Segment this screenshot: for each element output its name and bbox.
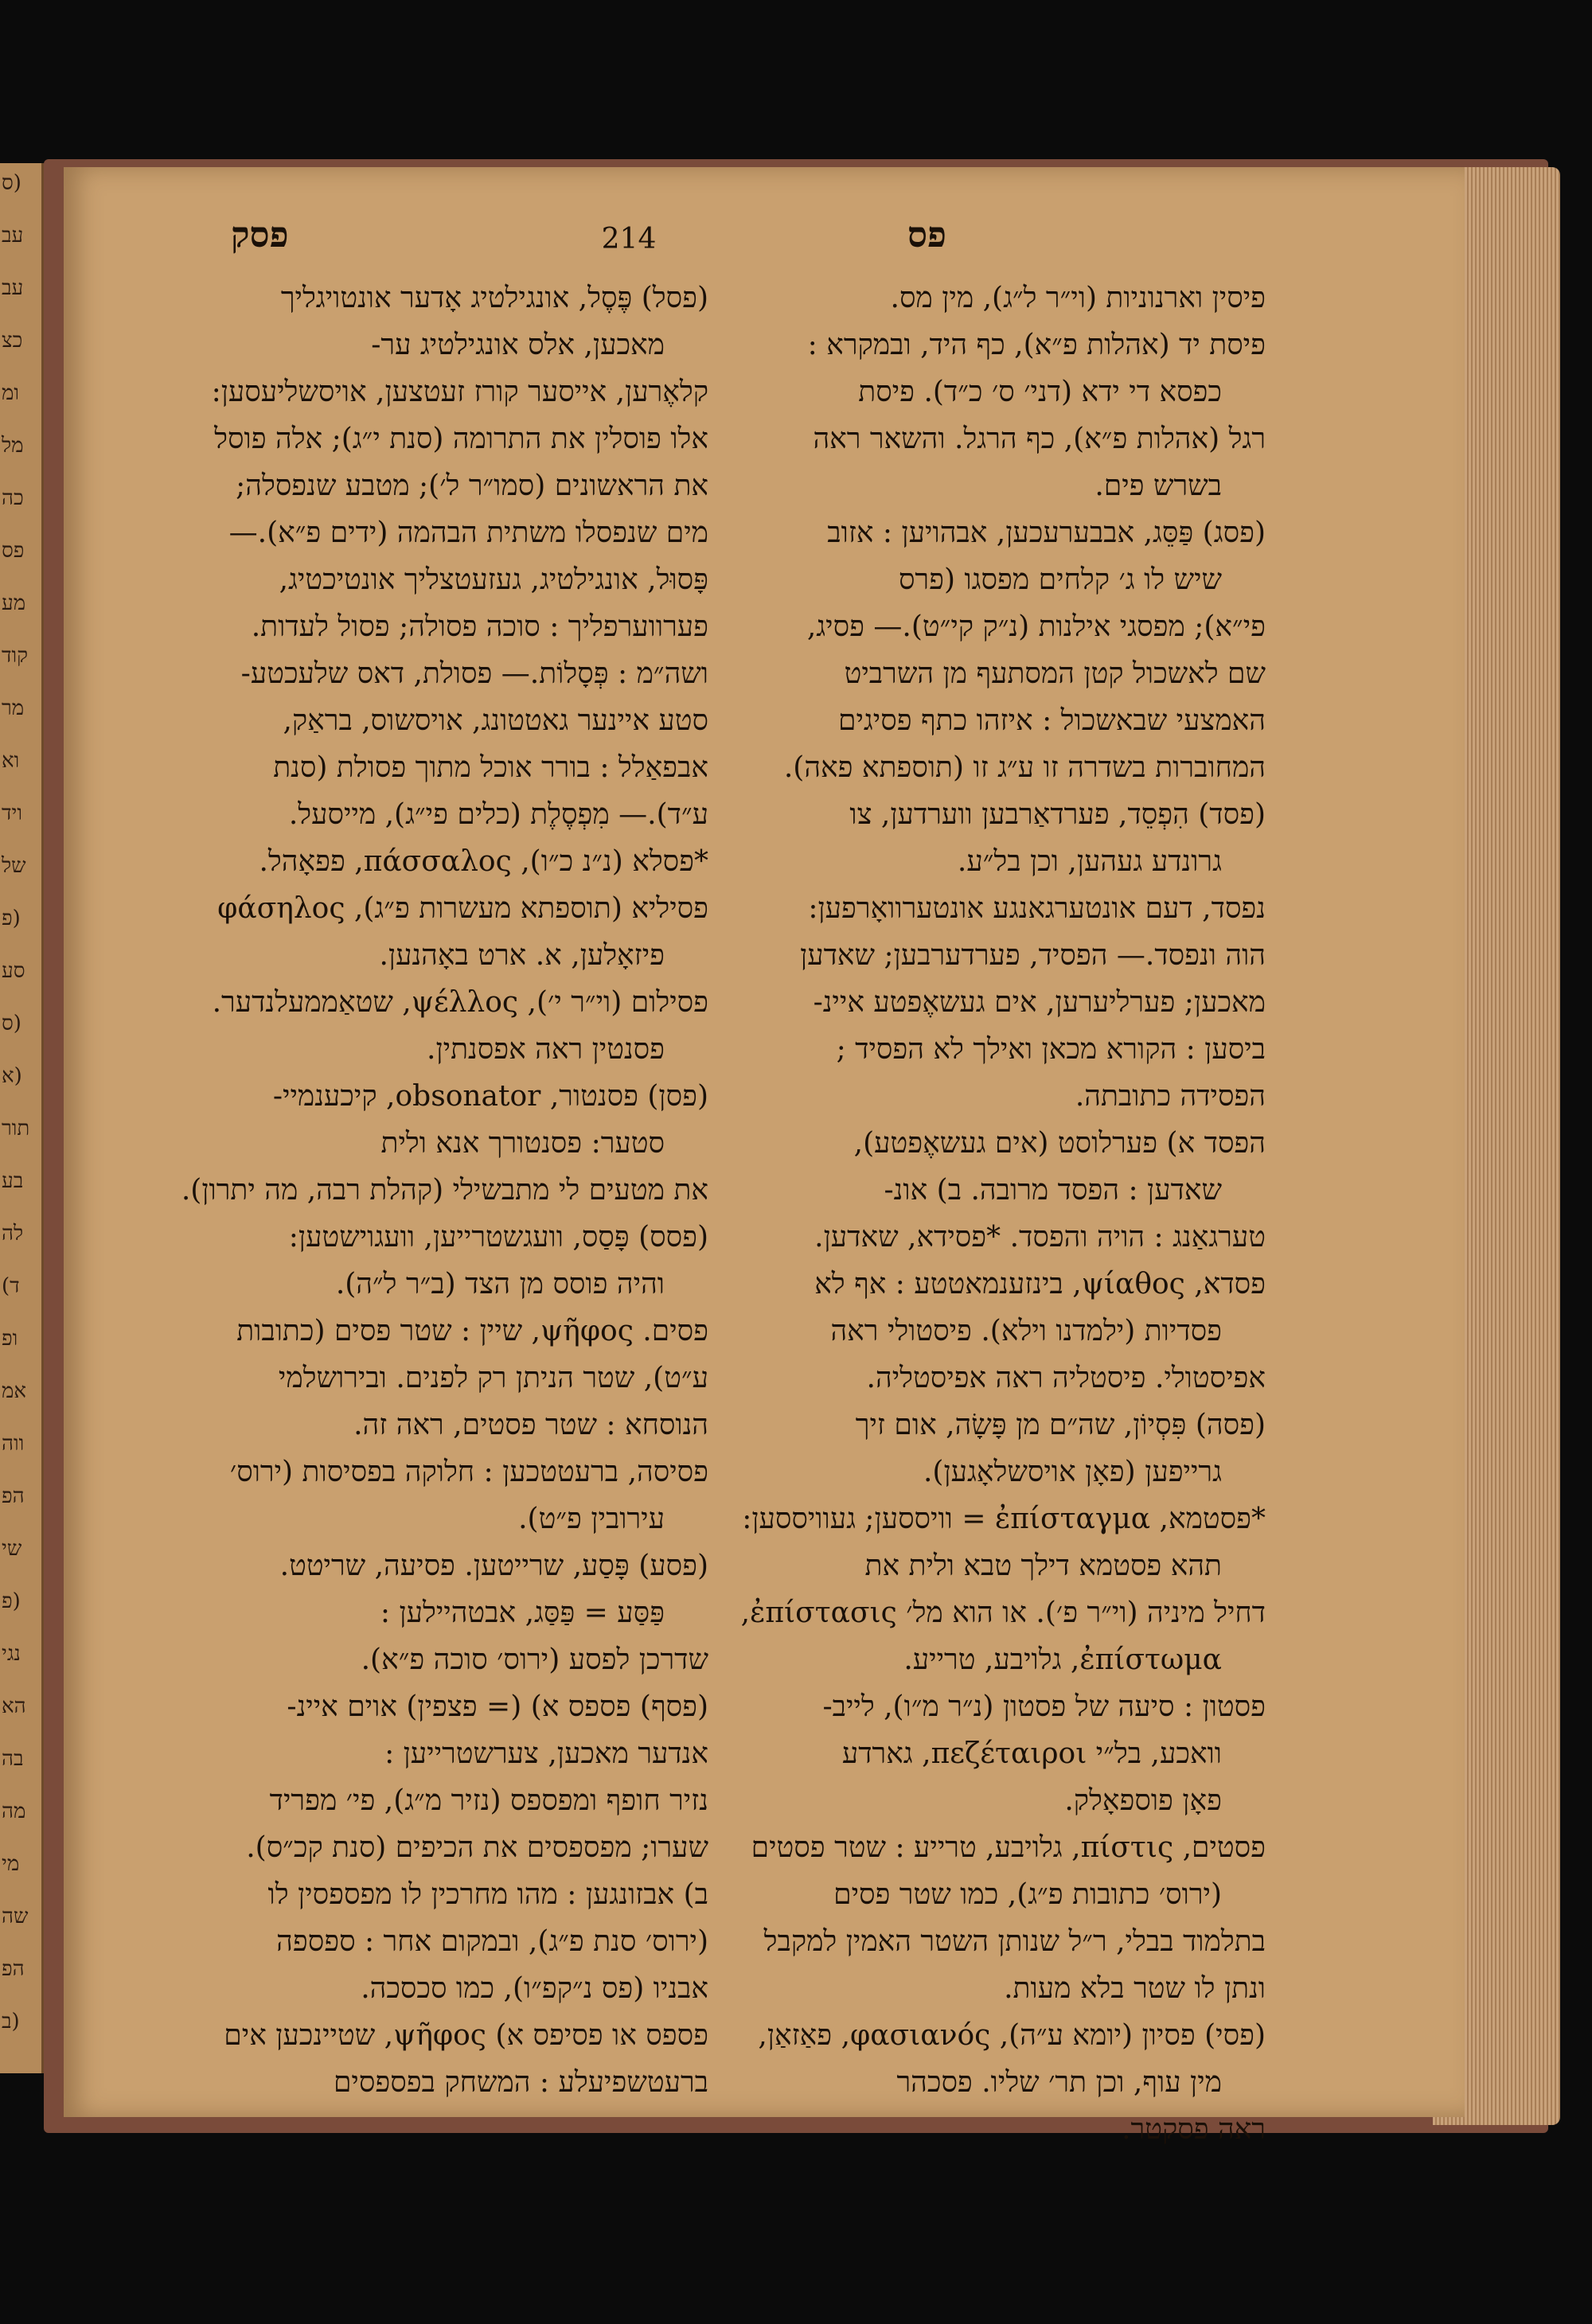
text-line: (פסל) פֶּסֶל, אונגילטיג אָדער אונטויגליך — [280, 282, 708, 314]
text-line: ב) אבזונגען : מהו מחרכין לו מפספסין לו — [267, 1878, 708, 1911]
text-line: ראה פסקטר. — [1122, 2113, 1266, 2146]
text-line: אבפאַלל : בורר אוכל מתוך פסולת (סנת — [273, 751, 708, 784]
prev-page-fragment: ווה — [2, 1432, 25, 1456]
text-line: (פסע) פָּסַע, שרייטען. פסיעה, שריטט. — [279, 1550, 708, 1582]
text-line: ונתן לו שטר בלא מעות. — [1004, 1972, 1266, 2005]
text-line: המחוברות בשדרה זו ע״ג זו (תוספתא פאה). — [783, 751, 1266, 784]
text-line: ἐπίστωμα, גלויבע, טרייע. — [903, 1644, 1222, 1676]
text-line: נפסד, דעם אונטערגאנגע אונטערוואָרפען: — [808, 892, 1266, 925]
text-line: פסנטין ראה אפסנתין. — [427, 1033, 665, 1066]
text-line: רגל (אהלות פ״א), כף הרגל. והשאר ראה — [813, 423, 1266, 455]
text-line: פיסת יד (אהלות פ״א), כף היד, ובמקרא : — [807, 329, 1266, 361]
prev-page-fragment: ופ — [2, 1327, 18, 1351]
text-line: פסדיות (ילמדנו וילא). פיסטולי ראה — [830, 1315, 1222, 1347]
prev-page-fragment: הפ — [2, 1957, 25, 1981]
prev-page-fragment: פס — [2, 539, 25, 563]
prev-page-fragment: סע — [2, 959, 25, 983]
prev-page-fragment: שה — [2, 1905, 29, 1928]
prev-page-fragment: (ס — [2, 1012, 21, 1035]
prev-page-fragment: כה — [2, 486, 24, 510]
prev-page-fragment: (א — [2, 1064, 22, 1088]
prev-page-fragment: ומ — [2, 381, 20, 405]
text-line: (פסה) פִּסְיוֹן, שה״ם מן פָּשָׂה, אום זיך — [855, 1409, 1266, 1441]
text-line: פאָן פוספאָלק. — [1064, 1784, 1222, 1817]
text-line: פי״א); מפסגי אילנות (נ״ק קי״ט).— פסיג, — [806, 610, 1266, 643]
text-line: *פסלא (נ״נ כ״ו), πάσσαλος, פפאָהל. — [259, 845, 708, 878]
text-line: פסים. ψῆφος, שיין : שטר פסים (כתובות — [236, 1315, 708, 1347]
text-line: פערווערפליך : סוכה פסולה; פסול לעדות. — [251, 610, 708, 643]
text-line: פסילום (וי״ר י׳), ψέλλος, שטאַממעלנדער. — [212, 986, 708, 1019]
text-line: פסדא, ψίαθος, בינזענמאטטע : אף לא — [814, 1268, 1266, 1300]
prev-page-fragment: (ס — [2, 171, 21, 195]
text-line: פיסין וארנוניות (וי״ר ל״ג), מין מס. — [890, 282, 1266, 314]
prev-page-fragment: אמ — [2, 1379, 27, 1403]
text-line: אבניו (פס נ״קפ״ו), כמו סכסכה. — [361, 1972, 708, 2005]
text-line: גרונדע געהען, וכן בל״ע. — [957, 845, 1222, 878]
prev-page-fragment: עב — [2, 276, 24, 300]
text-line: (פסד) הִפְסֵד, פערדאַרבען ווערדען, צו — [849, 798, 1266, 831]
text-line: תהא פסטמא דילך טבא ולית את — [864, 1550, 1222, 1582]
prev-page-fragment: הא — [2, 1694, 26, 1718]
text-line: שם לאשכול קטן המסתעף מן השרביט — [844, 657, 1266, 690]
text-line: שדרכן לפסע (ירוס׳ סוכה פ״א). — [361, 1644, 708, 1676]
prev-page-fragment: לה — [2, 1222, 24, 1246]
prev-page-fragment: מל — [2, 434, 24, 458]
text-line: הפסידה כתובתה. — [1075, 1080, 1266, 1113]
text-line: מין עוף, וכן תר׳ שליו. פסכהר — [896, 2066, 1222, 2099]
prev-page-fragment: הפ — [2, 1484, 25, 1508]
prev-page-fragment: ויד — [2, 801, 22, 825]
text-line: אלו פוסלין את התרומה (סנת י״ג); אלה פוסל — [214, 423, 708, 455]
prev-page-fragment: מר — [2, 696, 25, 720]
prev-page-fragment: (פ — [2, 907, 21, 930]
text-line: פַּסַּע = פַּסַּג, אבטהיילען : — [380, 1597, 665, 1629]
prev-page-fragment: בה — [2, 1747, 24, 1771]
text-line: דחיל מיניה (וי״ר פ׳). או הוא מל׳ ἐπίστασις, — [740, 1597, 1266, 1629]
prev-page-fragment: וא — [2, 749, 20, 773]
prev-page-fragment: נגי — [2, 1642, 21, 1666]
text-line: גרייפען (פאָן אויסשלאָגען). — [923, 1456, 1222, 1488]
text-line: ע״ט), שטר הניתן רק לפנים. ובירושלמי — [278, 1362, 708, 1394]
text-line: סטער: פסנטורך אנא ולית — [380, 1127, 665, 1160]
text-line: שערו; מפספסים את הכיפים (סנת קכ״ס). — [246, 1831, 708, 1864]
text-line: את הראשונים (סמו״ר ל׳); מטבע שנפסלה; — [236, 470, 708, 502]
text-line: שיש לו ג׳ קלחים מפסגו (פרס — [898, 563, 1222, 596]
text-line: הנוסחא : שטר פסטים, ראה זה. — [353, 1409, 708, 1441]
prev-page-fragment: מה — [2, 1800, 26, 1823]
right-column — [740, 275, 1266, 2153]
prev-page-fragment: (ב — [2, 2010, 20, 2034]
book-page — [64, 167, 1465, 2146]
text-line: בשרש פים. — [1094, 470, 1222, 502]
prev-page-fragment: בע — [2, 1169, 24, 1193]
text-line: (פסג) פַּסֵּג, אבבערעכען, אבהויען : אזוב — [827, 517, 1266, 549]
text-line: אנדער מאכען, צערשטרייען : — [384, 1737, 708, 1770]
text-line: (פסס) פָּסַס, וועגשטרייען, וועגוישטען: — [288, 1221, 708, 1254]
text-line: פסטים, πίστις, גלויבע, טרייע : שטר פסטים — [751, 1831, 1266, 1864]
prev-page-fragment: תור — [2, 1117, 30, 1141]
text-line: ביסען : הקורא מכאן ואילך לא הפסיד ; — [836, 1033, 1266, 1066]
text-line: מאכען, אלס אונגילטיג ער- — [371, 329, 665, 361]
text-line: פספס או פסיפס א) ψῆφος, שטיינכען אים — [224, 2019, 708, 2052]
previous-page-strip — [0, 163, 44, 2073]
text-line: ברעטשפיעלע : המשחק בפספסים — [333, 2066, 708, 2099]
text-line: *פסטמא, ἐπίσταγμα = וויססען; געוויססען: — [742, 1503, 1266, 1535]
prev-page-fragment: ד) — [2, 1274, 20, 1298]
running-head-right: פס — [907, 215, 946, 255]
prev-page-fragment: של — [2, 854, 26, 878]
text-line: סטע איינער גאטטונג, אויסשוס, בראַק, — [283, 704, 708, 737]
text-line: פָּסוּל, אונגילטיג, געזעטצליך אונטיכטיג, — [279, 563, 708, 596]
prev-page-fragment: עב — [2, 224, 24, 248]
text-line: פסטון : סיעה של פסטון (נ״ר מ״ו), לייב- — [822, 1690, 1266, 1723]
prev-page-fragment: שי — [2, 1537, 22, 1561]
text-line: והיה פוסס מן הצד (ב״ר ל״ה). — [335, 1268, 665, 1300]
text-line: טערגאַנג : הויה והפסד. *פסידא, שאדען. — [814, 1221, 1266, 1254]
prev-page-fragment: קוד — [2, 644, 29, 668]
left-column — [181, 275, 708, 2106]
text-line: הוה ונפסד.— הפסיד, פערדערבען; שאדען — [800, 939, 1266, 972]
text-line: נזיר חופף ומפספס (נזיר מ״ג), פי׳ מפריד — [269, 1784, 708, 1817]
text-line: את מטעים לי מתבשילי (קהלת רבה, מה יתרון). — [181, 1174, 708, 1207]
text-line: הפסד א) פערלוסט (אים געשאֶפטע), — [853, 1127, 1266, 1160]
text-line: קלאֶרען, אייסער קורז זעטצען, אויסשליעסען: — [211, 376, 708, 408]
text-line: פסיליא (תוספתא מעשרות פ״ג), φάσηλος — [217, 892, 708, 925]
text-line: (ירוס׳ סנת פ״ג), ובמקום אחר : ספספה — [276, 1925, 708, 1958]
text-line: עירובין פ״ט). — [518, 1503, 665, 1535]
text-line: (ירוס׳ כתובות פ״ג), כמו שטר פסים — [833, 1878, 1222, 1911]
running-head-left: פסק — [231, 215, 289, 255]
text-line: וואכע, בל״י πεζέταιροι, גארדע — [841, 1737, 1222, 1770]
text-line: שאדען : הפסד מרובה. ב) אונ- — [884, 1174, 1222, 1207]
text-line: מים שנפסלו משתית הבהמה (ידים פ״א).— — [228, 517, 708, 549]
text-line: כפסא די ידא (דני׳ ס׳ כ״ד). פיסת — [858, 376, 1222, 408]
text-line: מאכען; פערליערען, אים געשאֶפטע איינ- — [813, 986, 1266, 1019]
prev-page-fragment: (פ — [2, 1589, 21, 1613]
text-line: ושה״מ : פְּסָלוֹת.— פסולת, דאס שלעכטע- — [240, 657, 708, 690]
text-line: פסיסה, ברעטטכען : חלוקה בפסיסות (ירוס׳ — [229, 1456, 708, 1488]
text-line: (פסן) פסנטור, obsonator, קיכענמיי- — [272, 1080, 708, 1113]
text-line: ע״ד).— מִפְסֶלֶת (כלים פי״ג), מייסעל. — [288, 798, 708, 831]
prev-page-fragment: מי — [2, 1852, 20, 1876]
text-line: (פסי) פסיון (יומא ע״ה), φασιανός, פאַזאַן, — [758, 2019, 1266, 2052]
text-line: פיזאָלען, א. ארט באָהנען. — [379, 939, 665, 972]
text-line: אפיסטולי. פיסטליה ראה אפיסטליה. — [866, 1362, 1266, 1394]
prev-page-fragment: כצ — [2, 329, 23, 353]
prev-page-fragment: מע — [2, 591, 26, 615]
text-line: (פסף) פספס א) (= פצפין) אוים איינ- — [287, 1690, 708, 1723]
text-line: בתלמוד בבלי, ר״ל שנותן השטר האמין למקבל — [763, 1925, 1266, 1958]
text-line: האמצעי שבאשכול : איזהו כתף פסיגים — [837, 704, 1266, 737]
page-number: 214 — [601, 223, 657, 255]
